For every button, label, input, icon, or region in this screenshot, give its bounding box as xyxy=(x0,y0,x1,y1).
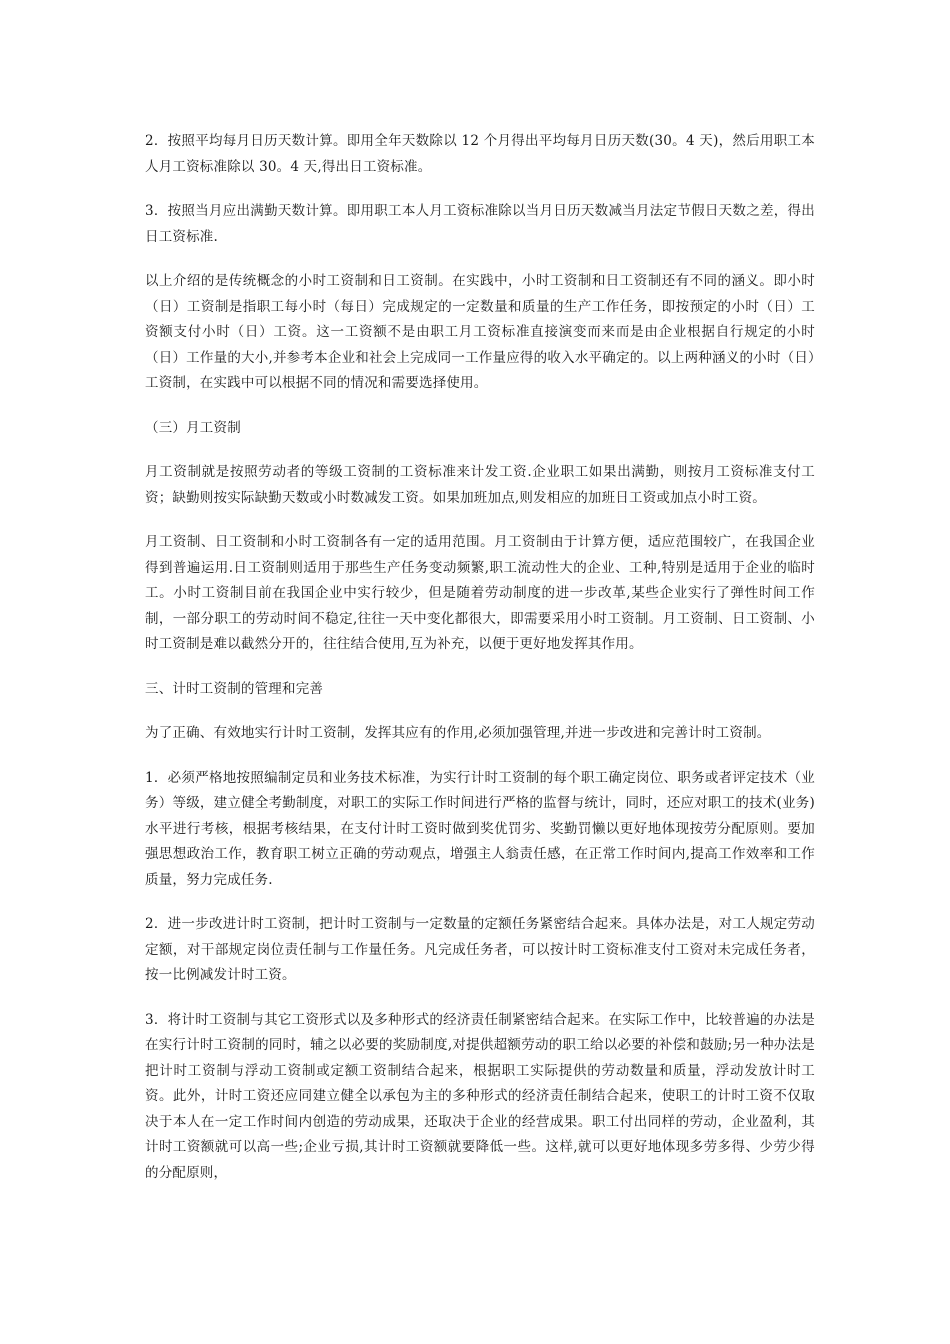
paragraph-hourly-daily-concepts: 以上介绍的是传统概念的小时工资制和日工资制。在实践中，小时工资制和日工资制还有不同的涵义。即小时（日）工资制是指职工每小时（每日）完成规定的一定数量和质量的生产工作任务，即按预定的小时（日）工资额支付小时（日）工资。这一工资额不是由职工月工资标准直接演变而来而是由企业根据自行规定的小时（日）工作量的大小,并参考本企业和社会上完成同一工作量应得的收入水平确定的。以上两种涵义的小时（日）工资制，在实践中可以根据不同的情况和需要选择使用。 xyxy=(145,273,815,391)
paragraph-monthly-wage-definition: 月工资制就是按照劳动者的等级工资制的工资标准来计发工资.企业职工如果出满勤，则按月工资标准支付工资；缺勤则按实际缺勤天数或小时数减发工资。如果加班加点,则发相应的加班日工资或加点小时工资。 xyxy=(145,464,815,506)
paragraph-daily-wage-method-2: 2．按照平均每月日历天数计算。即用全年天数除以 12 个月得出平均每月日历天数(30。4 天)，然后用职工本人月工资标准除以 30。4 天,得出日工资标准。 xyxy=(145,133,815,175)
paragraph-wage-system-scope: 月工资制、日工资制和小时工资制各有一定的适用范围。月工资制由于计算方便，适应范围较广，在我国企业得到普遍运用.日工资制则适用于那些生产任务变动频繁,职工流动性大的企业、工种,特别是适用于企业的临时工。小时工资制目前在我国企业中实行较少，但是随着劳动制度的进一步改革,某些企业实行了弹性时间工作制，一部分职工的劳动时间不稳定,往往一天中变化都很大，即需要采用小时工资制。月工资制、日工资制、小时工资制是难以截然分开的，往往结合使用,互为补充，以便于更好地发挥其作用。 xyxy=(145,534,815,652)
section-heading-management: 三、计时工资制的管理和完善 xyxy=(145,680,324,697)
document-body xyxy=(145,129,815,1205)
paragraph-management-point-1: 1．必须严格地按照编制定员和业务技术标准，为实行计时工资制的每个职工确定岗位、职务或者评定技术（业务）等级，建立健全考勤制度，对职工的实际工作时间进行严格的监督与统计，同时，还应对职工的技术(业务)水平进行考核，根据考核结果，在支付计时工资时做到奖优罚劣、奖勤罚懒以更好地体现按劳分配原则。要加强思想政治工作，教育职工树立正确的劳动观点，增强主人翁责任感，在正常工作时间内,提高工作效率和工作质量，努力完成任务. xyxy=(145,769,815,888)
section-heading-monthly-wage: （三）月工资制 xyxy=(145,419,241,436)
paragraph-daily-wage-method-3: 3．按照当月应出满勤天数计算。即用职工本人月工资标准除以当月日历天数减当月法定节假日天数之差，得出日工资标准. xyxy=(145,203,815,245)
paragraph-management-point-2: 2．进一步改进计时工资制，把计时工资制与一定数量的定额任务紧密结合起来。具体办法是，对工人规定劳动定额，对干部规定岗位责任制与工作量任务。凡完成任务者，可以按计时工资标准支付工资对未完成任务者，按一比例减发计时工资。 xyxy=(145,916,815,983)
paragraph-management-intro: 为了正确、有效地实行计时工资制，发挥其应有的作用,必须加强管理,并进一步改进和完善计时工资制。 xyxy=(145,725,771,741)
paragraph-management-point-3: 3．将计时工资制与其它工资形式以及多种形式的经济责任制紧密结合起来。在实际工作中，比较普遍的办法是在实行计时工资制的同时，辅之以必要的奖励制度,对提供超额劳动的职工给以必要的补偿和鼓励;另一种办法是把计时工资制与浮动工资制或定额工资制结合起来，根据职工实际提供的劳动数量和质量，浮动发放计时工资。此外，计时工资还应同建立健全以承包为主的多种形式的经济责任制结合起来，使职工的计时工资不仅取决于本人在一定工作时间内创造的劳动成果，还取决于企业的经营成果。职工付出同样的劳动，企业盈利，其计时工资额就可以高一些;企业亏损,其计时工资额就要降低一些。这样,就可以更好地体现多劳多得、少劳少得的分配原则， xyxy=(145,1011,815,1181)
